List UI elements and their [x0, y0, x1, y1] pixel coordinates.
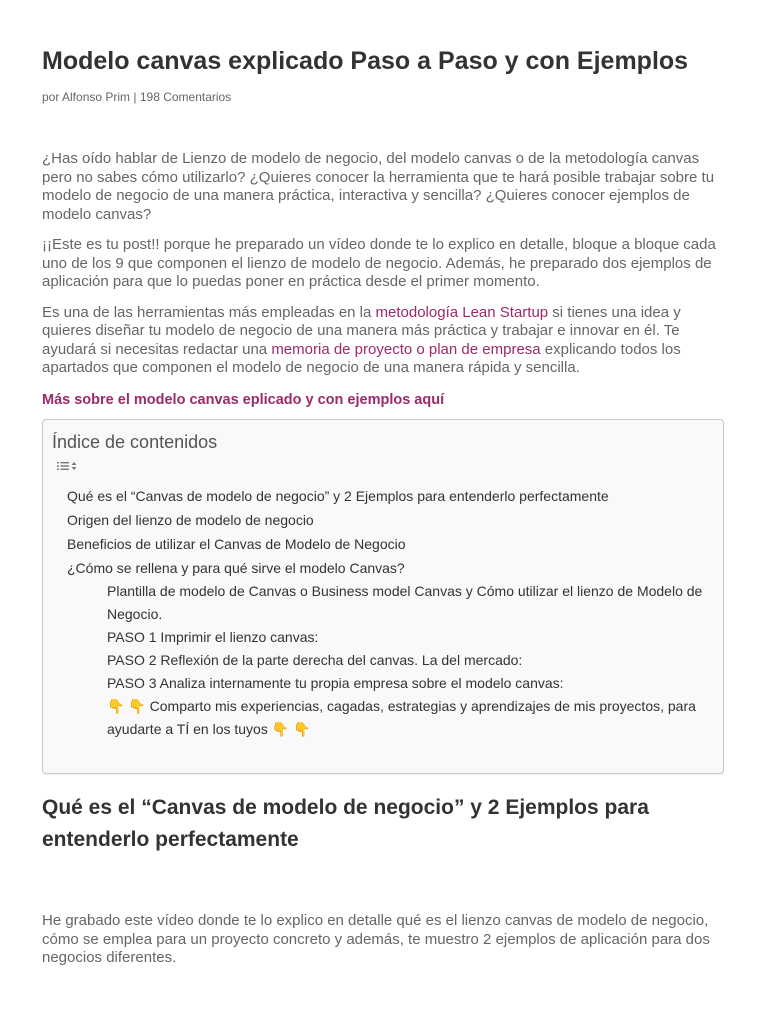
section-heading: Qué es el “Canvas de modelo de negocio” y 2 Ejemplos para entenderlo perfectamente	[42, 795, 649, 851]
toc-link-como-se-rellena[interactable]: ¿Cómo se rellena y para qué sirve el modelo Canvas?	[67, 559, 405, 576]
toc-link-plantilla[interactable]: Plantilla de modelo de Canvas o Business model Canvas y Cómo utilizar el lienzo de Modelo de Negocio.	[107, 582, 703, 622]
toc-link-paso-3[interactable]: PASO 3 Analiza internamente tu propia empresa sobre el modelo canvas:	[107, 674, 564, 691]
toc-link-que-es[interactable]: Qué es el “Canvas de modelo de negocio” y 2 Ejemplos para entenderlo perfectamente	[67, 487, 609, 504]
author-link[interactable]: Alfonso Prim	[62, 90, 131, 104]
section-intro	[42, 912, 726, 980]
more-canvas-link[interactable]: Más sobre el modelo canvas eplicado y con ejemplos aquí	[42, 391, 445, 408]
paragraph-lean	[42, 304, 726, 378]
toc-link-paso-1[interactable]: PASO 1 Imprimir el lienzo canvas:	[107, 628, 319, 645]
paragraph-lean-text-b: si tienes una idea y quieres diseñar tu modelo de negocio de una manera más práctica y trabajar e innovar en él. Te ayudará si necesitas redactar una	[42, 303, 681, 358]
toc-subitem[interactable]	[107, 580, 713, 626]
toc-title: Índice de contenidos	[52, 431, 218, 452]
lean-startup-link[interactable]: metodología Lean Startup	[375, 303, 549, 321]
toc-sublist	[67, 580, 713, 741]
paragraph-lean-text-c: explicando todos los apartados que componen el modelo de negocio de una manera rápida y sencilla.	[42, 340, 681, 376]
comments-link[interactable]: 198 Comentarios	[139, 90, 232, 104]
article-content	[42, 150, 726, 856]
toc-subitem[interactable]	[107, 626, 713, 649]
toc-subitem[interactable]	[107, 672, 713, 695]
article-meta	[42, 89, 231, 105]
toc-subitem[interactable]	[107, 695, 713, 741]
toc-item[interactable]	[67, 556, 713, 741]
toc-item[interactable]	[67, 508, 713, 532]
toc-list	[52, 484, 713, 741]
toc-link-paso-2[interactable]: PASO 2 Reflexión de la parte derecha del canvas. La del mercado:	[107, 651, 523, 668]
toc-link-origen[interactable]: Origen del lienzo de modelo de negocio	[67, 511, 314, 528]
section-intro-text: He grabado este vídeo donde te lo explico en detalle qué es el lienzo canvas de modelo de negocio, cómo se emplea para un proyecto concreto y además, te muestro 2 ejemplos de aplicación para dos negocios diferentes.	[42, 912, 710, 966]
meta-separator: |	[130, 90, 140, 104]
toc-item[interactable]	[67, 532, 713, 556]
meta-prefix: por	[42, 90, 63, 104]
article-title: Modelo canvas explicado Paso a Paso y con Ejemplos	[42, 47, 689, 75]
paragraph-intro: ¿Has oído hablar de Lienzo de modelo de negocio, del modelo canvas o de la metodología canvas pero no sabes cómo utilizarlo? ¿Quieres conocer la herramienta que te hará posible trabajar sobre tu modelo de negocio de una manera práctica, interactiva y sencilla? ¿Quieres conocer ejemplos de modelo canvas?	[42, 150, 715, 223]
list-icon	[57, 461, 69, 471]
table-of-contents	[42, 419, 724, 774]
paragraph-lean-text-a: Es una de las herramientas más empleadas en la	[42, 303, 376, 321]
toc-subitem[interactable]	[107, 649, 713, 672]
paragraph-video: ¡¡Este es tu post!! porque he preparado un vídeo donde te lo explico en detalle, bloque a bloque cada uno de los 9 que componen el lienzo de modelo de negocio. Además, he preparado dos ejemplos de aplicación para que lo puedas poner en práctica desde el primer momento.	[42, 236, 716, 290]
toc-link-comparto[interactable]: 👇 👇 Comparto mis experiencias, cagadas, estrategias y aprendizajes de mis proyectos, para ayudarte a TÍ en los tuyos 👇 👇	[107, 697, 696, 737]
toc-item[interactable]	[67, 484, 713, 508]
toc-link-beneficios[interactable]: Beneficios de utilizar el Canvas de Modelo de Negocio	[67, 535, 406, 552]
toc-toggle-button[interactable]	[57, 459, 77, 473]
sort-arrows-icon	[71, 461, 77, 471]
business-plan-link[interactable]: memoria de proyecto o plan de empresa	[271, 340, 541, 358]
